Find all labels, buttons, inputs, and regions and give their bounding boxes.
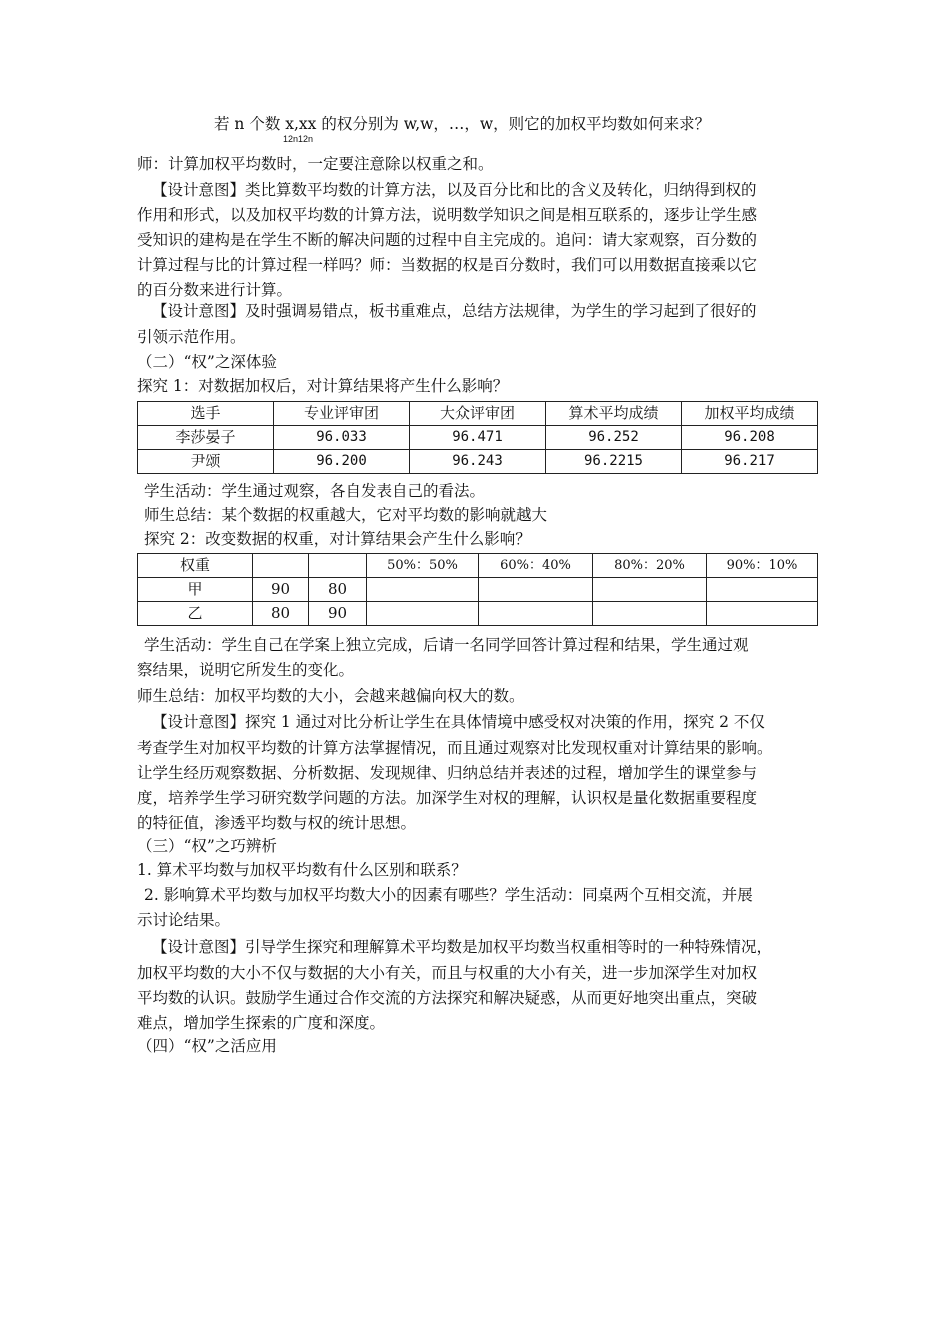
design-intent-1-line-3: 受知识的建构是在学生不断的解决问题的过程中自主完成的。追问：请大家观察，百分数的 [137, 231, 758, 249]
design-intent-3-line-4: 度，培养学生学习研究数学问题的方法。加深学生对权的理解，认识权是量化数据重要程度 [137, 789, 758, 807]
table-cell: 尹颂 [138, 450, 274, 474]
table-cell: 乙 [138, 602, 253, 626]
table-header-cell [253, 554, 309, 578]
table-cell: 96.243 [410, 450, 546, 474]
design-intent-4-line-4: 难点，增加学生探索的广度和深度。 [137, 1014, 386, 1032]
table-cell: 96.208 [682, 426, 818, 450]
explore-2-prompt: 探究 2：改变数据的权重，对计算结果会产生什么影响？ [144, 530, 531, 548]
table-cell [707, 602, 818, 626]
table-row [138, 450, 818, 474]
design-intent-2-line-1: 【设计意图】及时强调易错点，板书重难点，总结方法规律，为学生的学习起到了很好的 [152, 302, 757, 320]
design-intent-2-line-2: 引领示范作用。 [137, 328, 246, 346]
table-cell: 96.2215 [546, 450, 682, 474]
formula-subscripts: 12n12n [283, 134, 314, 144]
explore-1-prompt: 探究 1：对数据加权后，对计算结果将产生什么影响？ [137, 377, 509, 395]
table-row [138, 602, 818, 626]
table-cell: 96.252 [546, 426, 682, 450]
section-heading-4: （四）“权”之活应用 [137, 1037, 277, 1055]
table-cell [479, 578, 593, 602]
design-intent-1-line-1: 【设计意图】类比算数平均数的计算方法，以及百分比和比的含义及转化，归纳得到权的 [152, 181, 757, 199]
table-header-cell: 选手 [138, 402, 274, 426]
table-player-scores [137, 401, 818, 474]
student-activity-2-line-2: 察结果，说明它所发生的变化。 [137, 661, 355, 679]
student-activity-2-line-1: 学生活动：学生自己在学案上独立完成，后请一名同学回答计算过程和结果，学生通过观 [144, 636, 749, 654]
table-cell [367, 602, 479, 626]
table-cell: 80 [309, 578, 367, 602]
table-cell [593, 578, 707, 602]
design-intent-3-line-2: 考查学生对加权平均数的计算方法掌握情况，而且通过观察对比发现权重对计算结果的影响。 [137, 739, 773, 757]
table-header-cell: 专业评审团 [274, 402, 410, 426]
teacher-note: 师：计算加权平均数时，一定要注意除以权重之和。 [137, 155, 494, 173]
design-intent-4-line-1: 【设计意图】引导学生探究和理解算术平均数是加权平均数当权重相等时的一种特殊情况， [152, 938, 773, 956]
table-header-cell: 90%：10% [707, 554, 818, 578]
table-header-cell: 80%：20% [593, 554, 707, 578]
table-row [138, 578, 818, 602]
design-intent-1-line-2: 作用和形式，以及加权平均数的计算方法，说明数学知识之间是相互联系的，逐步让学生感 [137, 206, 758, 224]
table-cell: 90 [309, 602, 367, 626]
table-cell: 96.217 [682, 450, 818, 474]
design-intent-1-line-5: 的百分数来进行计算。 [137, 281, 293, 299]
formula-question: 若 n 个数 x,xx 的权分别为 w,w，…，w，则它的加权平均数如何来求？ [214, 115, 711, 133]
table-header-row [138, 402, 818, 426]
question-2-line-2: 示讨论结果。 [137, 911, 231, 929]
table-cell: 96.033 [274, 426, 410, 450]
table-header-cell: 50%：50% [367, 554, 479, 578]
design-intent-4-line-3: 平均数的认识。鼓励学生通过合作交流的方法探究和解决疑惑，从而更好地突出重点，突破 [137, 989, 758, 1007]
student-activity-1: 学生活动：学生通过观察，各自发表自己的看法。 [144, 482, 486, 500]
question-1: 1. 算术平均数与加权平均数有什么区别和联系？ [137, 861, 467, 879]
table-cell [479, 602, 593, 626]
table-cell [367, 578, 479, 602]
question-2-line-1: 2. 影响算术平均数与加权平均数大小的因素有哪些？学生活动：同桌两个互相交流，并展 [144, 886, 753, 904]
table-header-cell: 60%：40% [479, 554, 593, 578]
table-cell [707, 578, 818, 602]
summary-1: 师生总结：某个数据的权重越大，它对平均数的影响就越大 [144, 506, 548, 524]
table-header-cell: 权重 [138, 554, 253, 578]
table-header-cell [309, 554, 367, 578]
table-cell: 96.471 [410, 426, 546, 450]
table-header-cell: 加权平均成绩 [682, 402, 818, 426]
section-heading-3: （三）“权”之巧辨析 [137, 837, 277, 855]
table-cell: 李莎晏子 [138, 426, 274, 450]
section-heading-2: （二）“权”之深体验 [137, 353, 277, 371]
design-intent-3-line-3: 让学生经历观察数据、分析数据、发现规律、归纳总结并表述的过程，增加学生的课堂参与 [137, 764, 758, 782]
table-cell [593, 602, 707, 626]
table-weight-change [137, 553, 818, 626]
summary-2: 师生总结：加权平均数的大小，会越来越偏向权大的数。 [137, 687, 525, 705]
table-header-cell: 大众评审团 [410, 402, 546, 426]
table-header-row [138, 554, 818, 578]
table-cell: 80 [253, 602, 309, 626]
design-intent-3-line-5: 的特征值，渗透平均数与权的统计思想。 [137, 814, 417, 832]
table-cell: 96.200 [274, 450, 410, 474]
table-cell: 90 [253, 578, 309, 602]
table-cell: 甲 [138, 578, 253, 602]
table-header-cell: 算术平均成绩 [546, 402, 682, 426]
design-intent-1-line-4: 计算过程与比的计算过程一样吗？师：当数据的权是百分数时，我们可以用数据直接乘以它 [137, 256, 758, 274]
table-row [138, 426, 818, 450]
design-intent-3-line-1: 【设计意图】探究 1 通过对比分析让学生在具体情境中感受权对决策的作用，探究 2 不仅 [152, 713, 765, 731]
design-intent-4-line-2: 加权平均数的大小不仅与数据的大小有关，而且与权重的大小有关，进一步加深学生对加权 [137, 964, 758, 982]
